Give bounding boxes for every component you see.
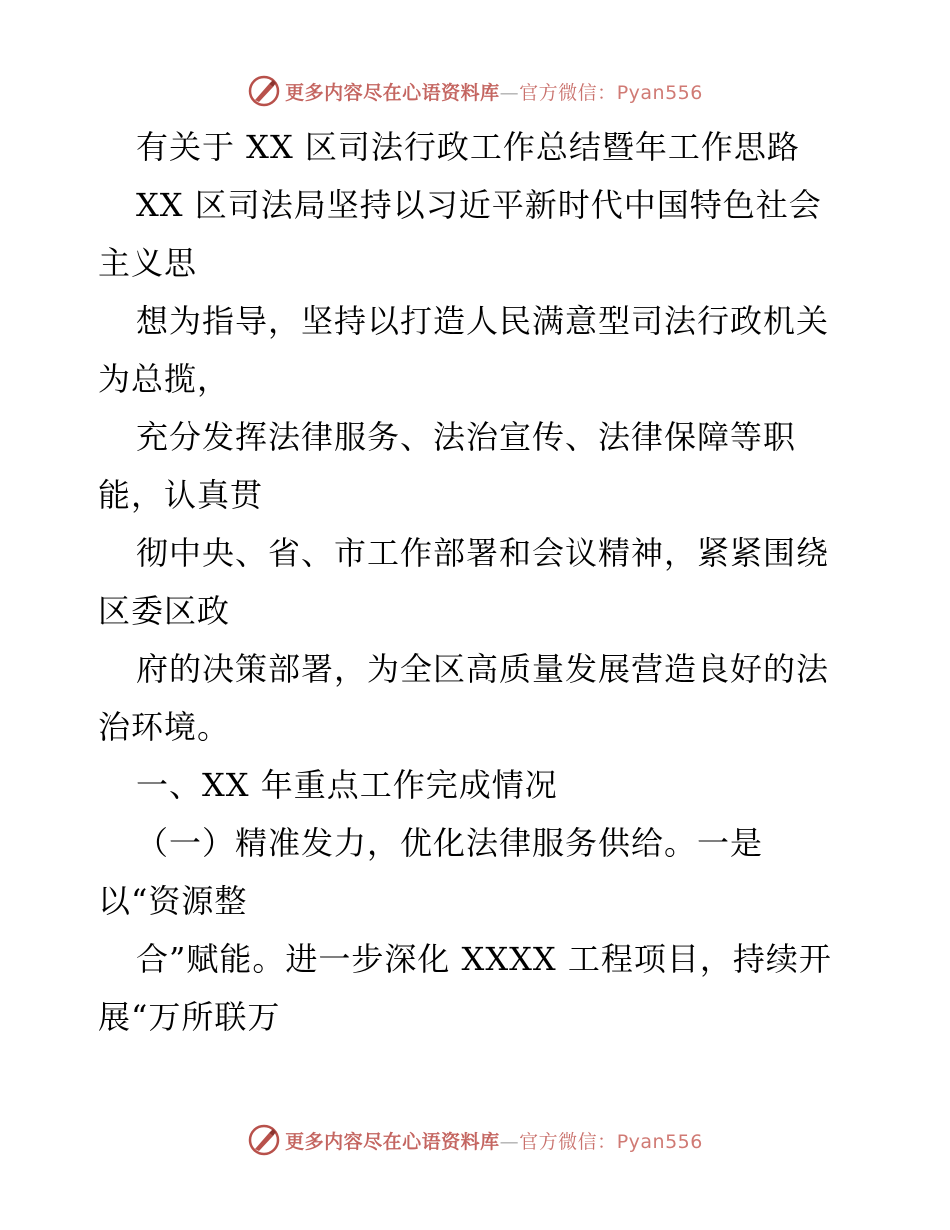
watermark-text bbox=[285, 78, 703, 105]
pen-logo-icon bbox=[247, 1123, 281, 1157]
text-line: 以“资源整 bbox=[98, 882, 248, 920]
watermark-separator: — bbox=[499, 1130, 520, 1153]
watermark-main: 更多内容尽在心语资料库 bbox=[285, 81, 500, 104]
watermark-text bbox=[285, 1127, 703, 1154]
text-line: 展“万所联万 bbox=[98, 998, 281, 1036]
text-line: 主义思 bbox=[98, 244, 198, 282]
watermark-id: Pyan556 bbox=[616, 1130, 703, 1153]
text-line: 想为指导，坚持以打造人民满意型司法行政机关 bbox=[136, 302, 830, 340]
watermark-label: 官方微信： bbox=[519, 1130, 617, 1153]
pen-logo-icon bbox=[247, 74, 281, 108]
text-line: 为总揽， bbox=[98, 360, 231, 398]
text-line: 充分发挥法律服务、法治宣传、法律保障等职 bbox=[136, 418, 797, 456]
text-line: XX 区司法局坚持以习近平新时代中国特色社会 bbox=[136, 186, 822, 224]
document-body bbox=[98, 118, 858, 1046]
text-line: 能，认真贯 bbox=[98, 476, 264, 514]
watermark-separator: — bbox=[499, 81, 520, 104]
watermark-label: 官方微信： bbox=[519, 81, 617, 104]
text-line: 彻中央、省、市工作部署和会议精神，紧紧围绕 bbox=[136, 534, 830, 572]
text-line: 治环境。 bbox=[98, 708, 231, 746]
watermark-header bbox=[0, 71, 950, 111]
text-line: 有关于 XX 区司法行政工作总结暨年工作思路 bbox=[136, 128, 800, 166]
watermark-footer bbox=[0, 1120, 950, 1160]
watermark-id: Pyan556 bbox=[616, 81, 703, 104]
text-line: （一）精准发力，优化法律服务供给。一是 bbox=[136, 824, 764, 862]
text-line: 区委区政 bbox=[98, 592, 231, 630]
text-line: 合”赋能。进一步深化 XXXX 工程项目，持续开 bbox=[136, 940, 832, 978]
text-line: 府的决策部署，为全区高质量发展营造良好的法 bbox=[136, 650, 830, 688]
text-line: 一、XX 年重点工作完成情况 bbox=[136, 766, 558, 804]
watermark-main: 更多内容尽在心语资料库 bbox=[285, 1130, 500, 1153]
